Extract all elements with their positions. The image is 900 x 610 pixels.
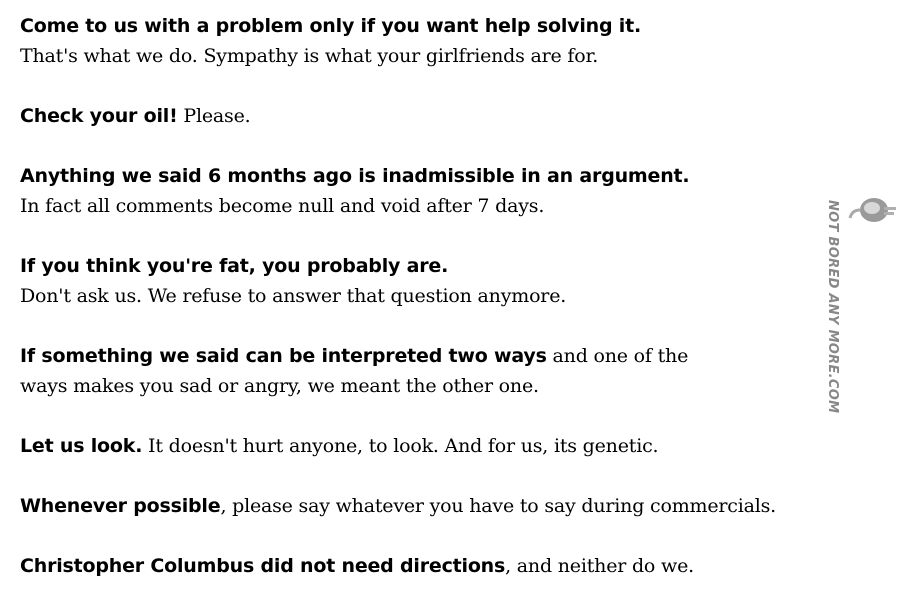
rule-heading: Let us look. (20, 435, 143, 457)
rules-list (20, 10, 820, 610)
rule-text: Don't ask us. We refuse to answer that question anymore. (20, 285, 567, 307)
rule-text: , please say whatever you have to say during commercials. (220, 495, 776, 517)
rule-line (20, 160, 820, 190)
rule-text: In fact all comments become null and void after 7 days. (20, 195, 545, 217)
rule-item (20, 160, 820, 220)
rule-text: and one of the (546, 345, 689, 367)
rule-line (20, 190, 820, 220)
rule-line (20, 250, 820, 280)
rule-line (20, 10, 820, 40)
rule-item (20, 550, 820, 580)
rule-line (20, 280, 820, 310)
rule-item (20, 490, 820, 520)
watermark-text: NOT BORED ANY MORE.COM (825, 200, 840, 414)
plug-icon (848, 190, 898, 230)
rule-text: , and neither do we. (505, 555, 694, 577)
rule-item (20, 430, 820, 460)
rule-text: It doesn't hurt anyone, to look. And for us, its genetic. (142, 435, 659, 457)
rule-heading: If something we said can be interpreted two ways (20, 345, 547, 367)
watermark (808, 190, 898, 420)
rule-text: Please. (177, 105, 251, 127)
rule-heading: If you think you're fat, you probably are. (20, 255, 449, 277)
rule-heading: Whenever possible (20, 495, 221, 517)
rule-text: That's what we do. Sympathy is what your girlfriends are for. (20, 45, 599, 67)
rule-item (20, 340, 820, 400)
rule-heading: Anything we said 6 months ago is inadmissible in an argument. (20, 165, 690, 187)
rule-heading: Check your oil! (20, 105, 178, 127)
rule-item (20, 250, 820, 310)
rule-item (20, 10, 820, 70)
rule-line (20, 100, 820, 130)
rule-line (20, 550, 820, 580)
rule-line (20, 430, 820, 460)
rule-line (20, 40, 820, 70)
rule-item (20, 100, 820, 130)
rule-line (20, 490, 820, 520)
rule-text: ways makes you sad or angry, we meant the other one. (20, 375, 539, 397)
rule-heading: Come to us with a problem only if you want help solving it. (20, 15, 641, 37)
rule-line (20, 370, 820, 400)
rule-heading: Christopher Columbus did not need directions (20, 555, 506, 577)
rule-line (20, 340, 820, 370)
